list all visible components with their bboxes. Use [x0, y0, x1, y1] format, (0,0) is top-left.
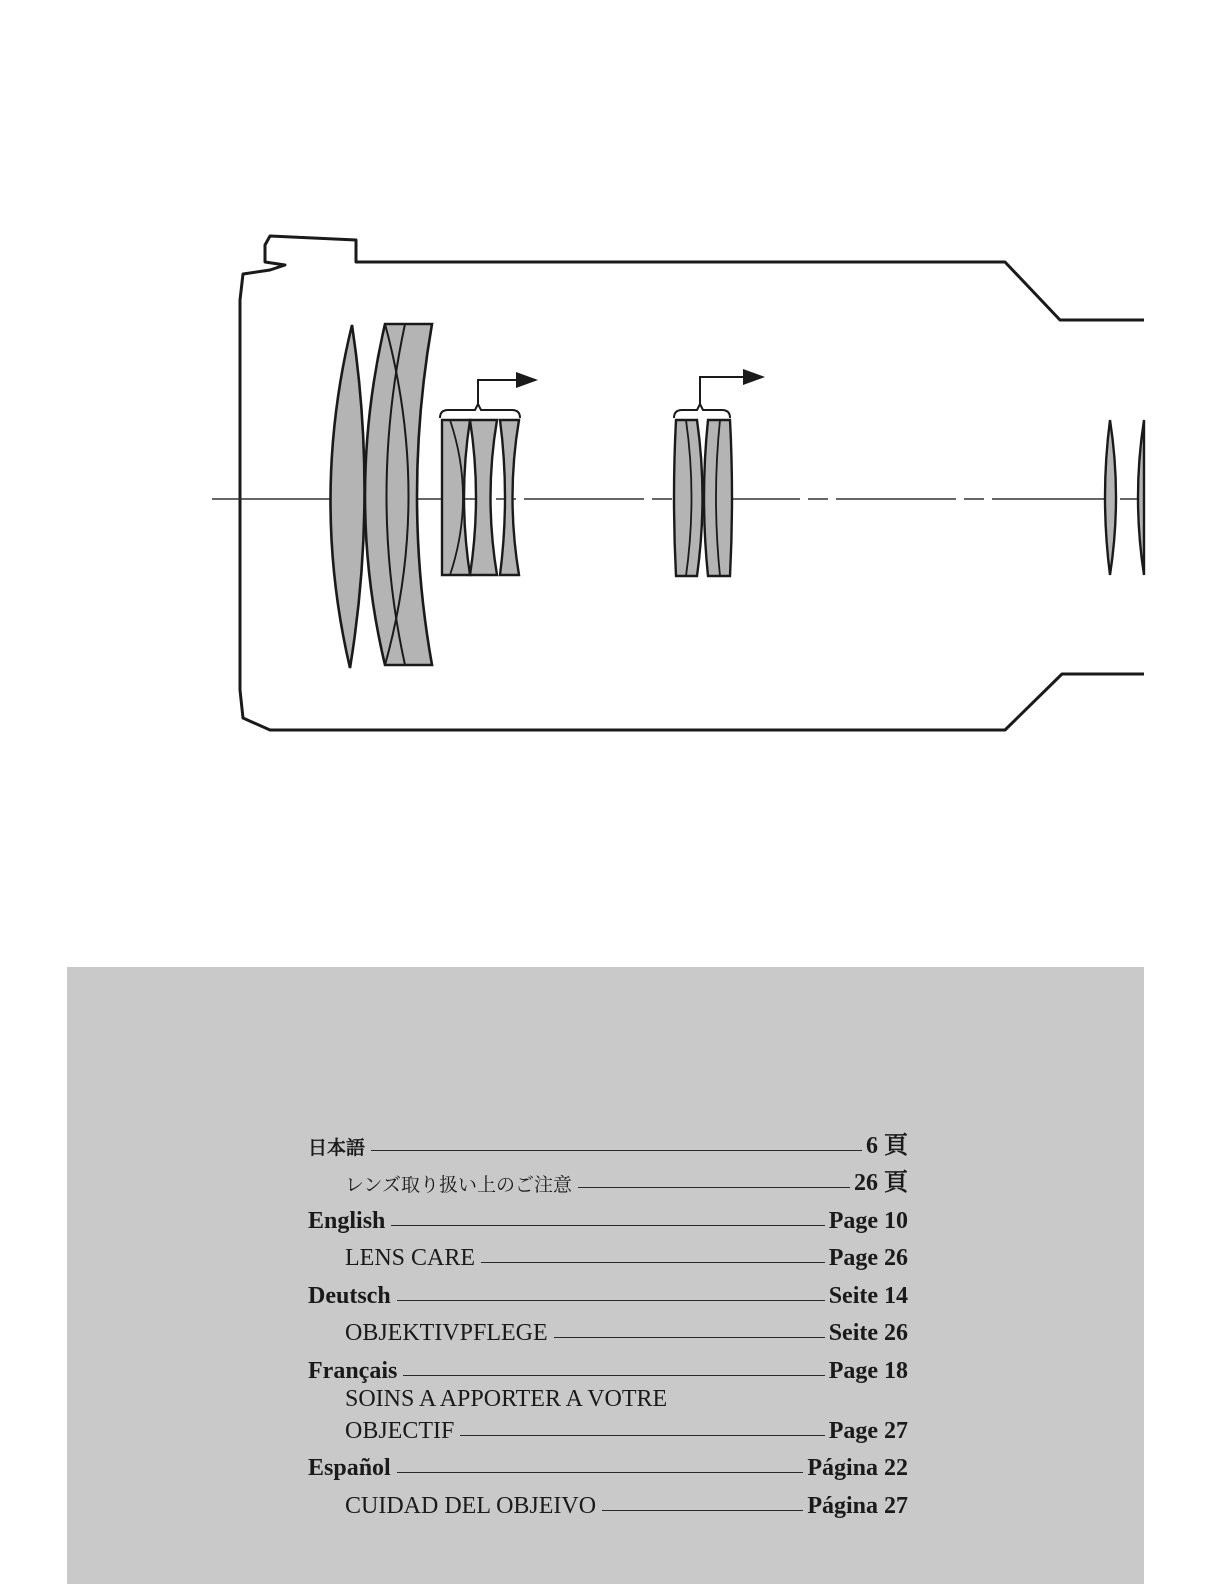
toc-leader-line	[602, 1510, 803, 1511]
lens-group-1	[442, 420, 519, 575]
group2-brace	[674, 404, 730, 418]
toc-label: SOINS A APPORTER A VOTRE	[345, 1385, 668, 1412]
toc-label: OBJEKTIVPFLEGE	[345, 1320, 548, 1346]
toc-label: レンズ取り扱い上のご注意	[345, 1174, 572, 1196]
toc-leader-line	[554, 1337, 825, 1338]
rear-lens-element-2	[1138, 420, 1144, 575]
toc-leader-line	[397, 1472, 804, 1473]
toc-label: Deutsch	[308, 1282, 391, 1309]
toc-label-continued: OBJECTIF	[345, 1417, 455, 1444]
toc-page-number: 6 頁	[866, 1132, 908, 1159]
toc-entry-espanol[interactable]	[308, 1445, 908, 1483]
toc-page-number: Página 22	[807, 1455, 908, 1481]
toc-entry-english-lens-care[interactable]	[308, 1235, 908, 1273]
toc-page-number: Página 27	[807, 1492, 908, 1519]
group1-arrow-head-icon	[516, 372, 538, 388]
toc-entry-francais[interactable]	[308, 1347, 908, 1385]
front-lens-element-1	[330, 325, 364, 668]
toc-leader-line	[403, 1375, 824, 1376]
lens-group-2	[674, 420, 732, 576]
group1-element-b	[470, 420, 497, 575]
toc-leader-line	[481, 1262, 825, 1263]
group1-element-c	[500, 420, 519, 575]
toc-page-number: Seite 14	[828, 1282, 908, 1309]
toc-label: LENS CARE	[345, 1245, 476, 1271]
toc-entry-deutsch-lens-care[interactable]	[308, 1310, 908, 1348]
toc-entry-japanese-lens-care[interactable]	[308, 1160, 908, 1198]
toc-leader-line	[391, 1225, 824, 1226]
toc-leader-line	[578, 1187, 850, 1188]
toc-label: English	[308, 1207, 386, 1234]
group2-arrow-head-icon	[743, 369, 765, 385]
toc-entry-english[interactable]	[308, 1197, 908, 1235]
toc-page-number: Seite 26	[828, 1320, 908, 1346]
group1-brace	[440, 404, 520, 418]
group1-arrow-line	[478, 380, 518, 404]
toc-entry-espanol-lens-care[interactable]	[308, 1482, 908, 1520]
toc-page-number: Page 27	[828, 1417, 908, 1444]
toc-entry-deutsch[interactable]	[308, 1272, 908, 1310]
group2-arrow-line	[700, 377, 745, 404]
toc-leader-line	[397, 1300, 825, 1301]
toc-label: CUIDAD DEL OBJEIVO	[345, 1492, 597, 1519]
toc-label: 日本語	[308, 1136, 366, 1159]
table-of-contents	[308, 1122, 908, 1520]
toc-entry-francais-lens-care[interactable]	[308, 1385, 908, 1445]
toc-page-number: Page 26	[828, 1245, 908, 1271]
toc-leader-line	[371, 1150, 862, 1151]
toc-label: Français	[308, 1357, 398, 1384]
toc-leader-line	[460, 1435, 824, 1436]
toc-entry-japanese[interactable]	[308, 1122, 908, 1160]
toc-page-number: Page 10	[828, 1207, 908, 1234]
rear-lens-element-1	[1105, 420, 1116, 575]
front-lens-element-2	[365, 324, 432, 665]
toc-page-number: Page 18	[828, 1357, 908, 1384]
toc-label: Español	[308, 1455, 391, 1481]
toc-page-number: 26 頁	[854, 1170, 908, 1196]
